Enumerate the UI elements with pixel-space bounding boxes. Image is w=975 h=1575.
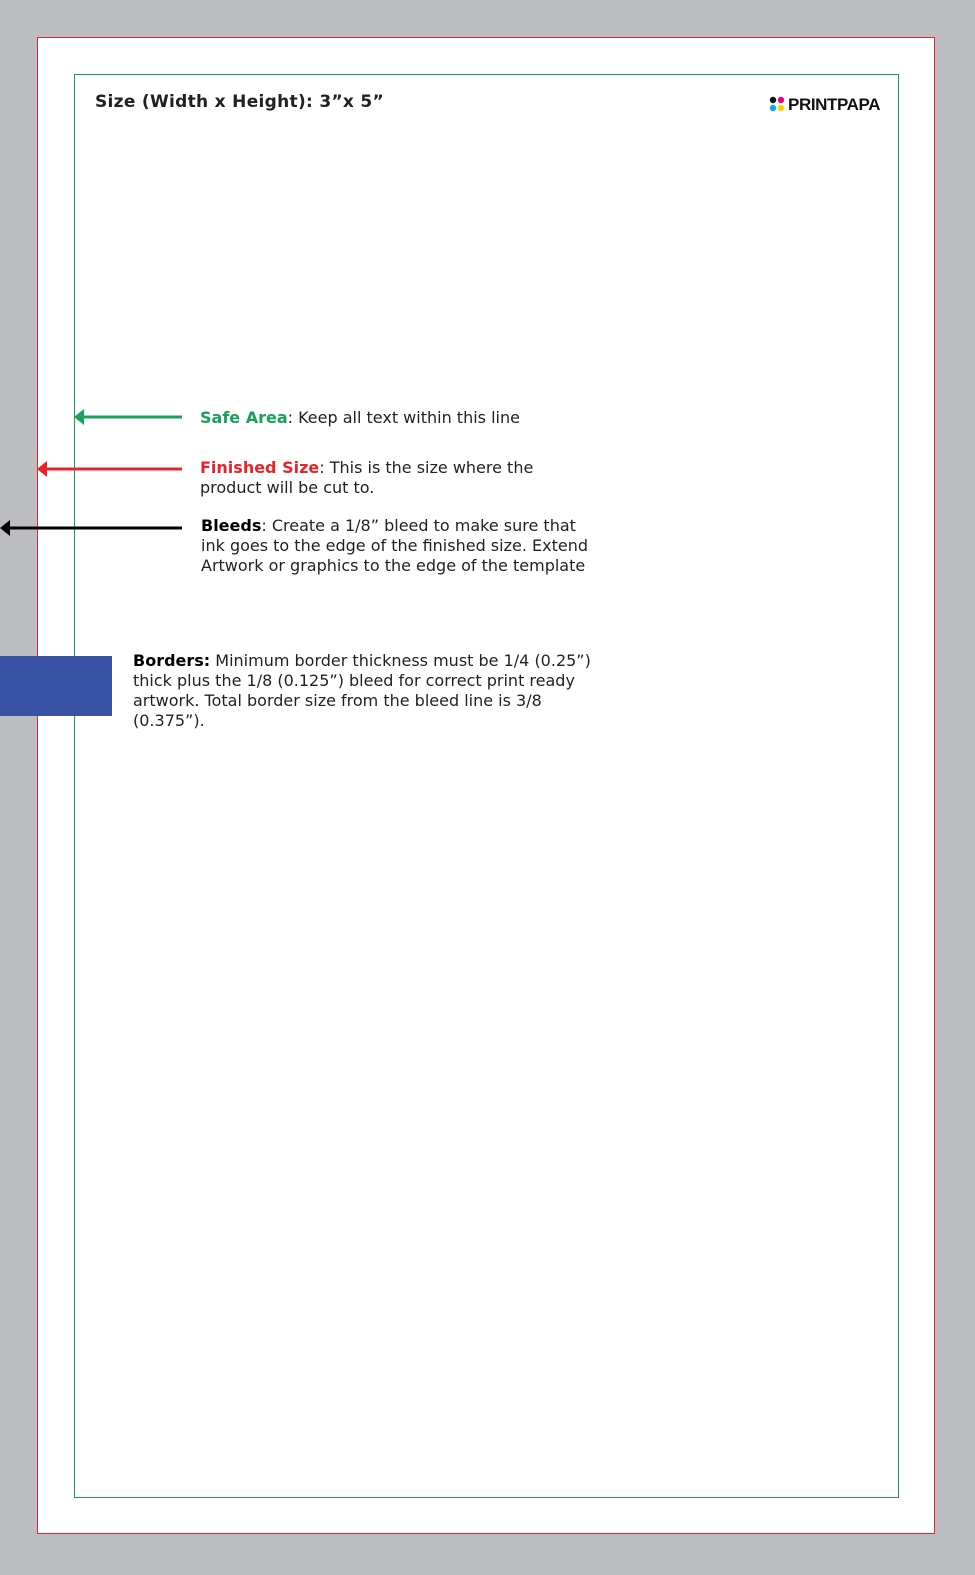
safe-area-note — [200, 408, 620, 428]
finished-size-note — [200, 458, 580, 498]
finished-size-arrow-icon — [37, 460, 184, 478]
size-title: Size (Width x Height): 3”x 5” — [95, 92, 385, 112]
logo-text: PRINTPAPA — [788, 95, 881, 114]
safe-area-text: : Keep all text within this line — [287, 408, 520, 427]
borders-label: Borders: — [133, 651, 211, 670]
bleeds-arrow-icon — [0, 519, 184, 537]
finished-size-label: Finished Size — [200, 458, 320, 477]
finished-size-text: : This is the size where the product will be cut to. — [200, 458, 534, 497]
printpapa-logo — [769, 94, 880, 116]
border-example-swatch — [0, 656, 112, 716]
bleeds-label: Bleeds — [201, 516, 262, 535]
borders-note — [133, 651, 593, 731]
safe-area-line — [74, 74, 899, 1498]
bleeds-note — [201, 516, 601, 576]
borders-text: Minimum border thickness must be 1/4 (0.25”) thick plus the 1/8 (0.125”) bleed for correct print ready artwork. Total border size from the bleed line is 3/8 (0.375”). — [133, 651, 591, 730]
safe-area-arrow-icon — [74, 408, 184, 426]
safe-area-label: Safe Area — [200, 408, 288, 427]
cmyk-dots-icon — [769, 96, 787, 114]
bleeds-text: : Create a 1/8” bleed to make sure that ink goes to the edge of the finished size. Extend Artwork or graphics to the edge of the template — [201, 516, 588, 575]
